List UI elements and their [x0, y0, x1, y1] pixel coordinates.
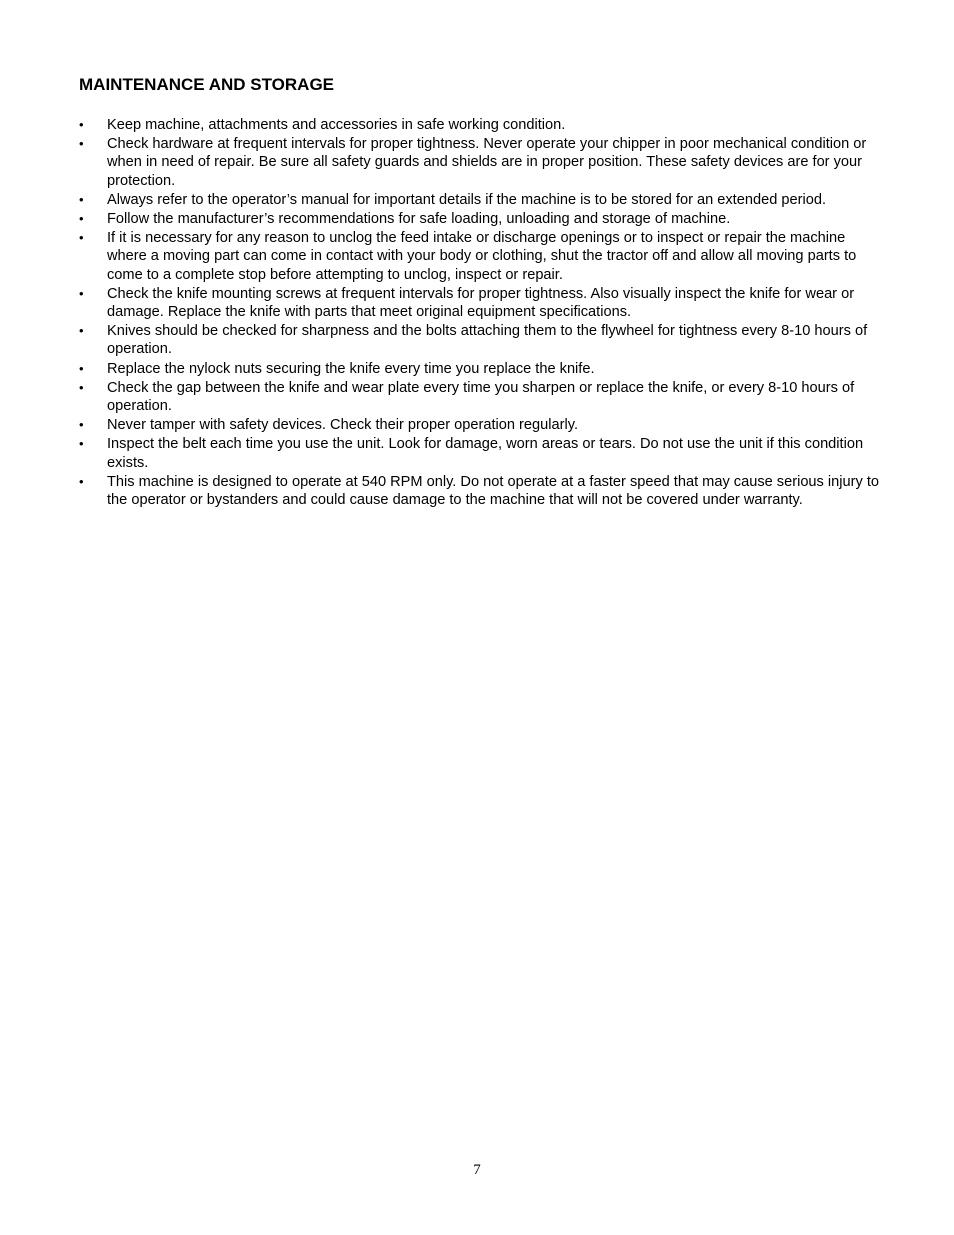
list-item [79, 360, 879, 378]
list-item [79, 135, 879, 190]
bullet-icon: • [79, 473, 84, 489]
bullet-icon: • [79, 323, 84, 339]
list-item-text: If it is necessary for any reason to unclog the feed intake or discharge openings or to inspect or repair the machine where a moving part can come in contact with your body or clothing, shut the tractor off and allow all moving parts to come to a complete stop before attempting to unclog, inspect or repair. [107, 230, 857, 283]
list-item-text: Check hardware at frequent intervals for proper tightness. Never operate your chipper in poor mechanical condition or when in need of repair. Be sure all safety guards and shields are in proper position. These safety devices are for your protection. [107, 136, 867, 189]
bullet-icon: • [79, 230, 84, 246]
list-item-text: Inspect the belt each time you use the unit. Look for damage, worn areas or tears. Do not use the unit if this condition exists. [107, 436, 864, 471]
list-item-text: Knives should be checked for sharpness and the bolts attaching them to the flywheel for tightness every 8-10 hours of operation. [107, 323, 868, 358]
bullet-icon: • [79, 136, 84, 152]
maintenance-list [79, 116, 879, 510]
bullet-icon: • [79, 191, 84, 207]
list-item-text: Keep machine, attachments and accessories in safe working condition. [107, 117, 566, 133]
list-item [79, 210, 879, 228]
bullet-icon: • [79, 379, 84, 395]
list-item-text: This machine is designed to operate at 540 RPM only. Do not operate at a faster speed that may cause serious injury to the operator or bystanders and could cause damage to the machine that will not be covered under warranty. [107, 473, 880, 509]
list-item [79, 473, 879, 509]
list-item [79, 379, 879, 415]
list-item [79, 416, 879, 434]
list-item-text: Follow the manufacturer’s recommendations for safe loading, unloading and storage of machine. [107, 211, 731, 228]
list-item-text: Always refer to the operator’s manual for important details if the machine is to be stored for an extended period. [107, 191, 826, 208]
page-number: 7 [473, 1162, 481, 1178]
list-item [79, 229, 879, 284]
list-item-text: Check the knife mounting screws at frequent intervals for proper tightness. Also visually inspect the knife for wear or damage. Replace the knife with parts that meet original equipment specifications. [107, 285, 855, 321]
section-heading: MAINTENANCE AND STORAGE [79, 75, 335, 94]
bullet-icon: • [79, 285, 84, 301]
bullet-icon: • [79, 117, 84, 132]
list-item-text: Replace the nylock nuts securing the knife every time you replace the knife. [107, 360, 595, 377]
list-item [79, 285, 879, 321]
list-item-text: Never tamper with safety devices. Check their proper operation regularly. [107, 417, 578, 434]
bullet-icon: • [79, 211, 84, 227]
list-item [79, 191, 879, 209]
list-item [79, 116, 879, 134]
bullet-icon: • [79, 417, 84, 433]
list-item [79, 322, 879, 358]
bullet-icon: • [79, 436, 84, 452]
list-item [79, 435, 879, 471]
bullet-icon: • [79, 360, 84, 376]
list-item-text: Check the gap between the knife and wear plate every time you sharpen or replace the knife, or every 8-10 hours of operation. [107, 379, 855, 415]
